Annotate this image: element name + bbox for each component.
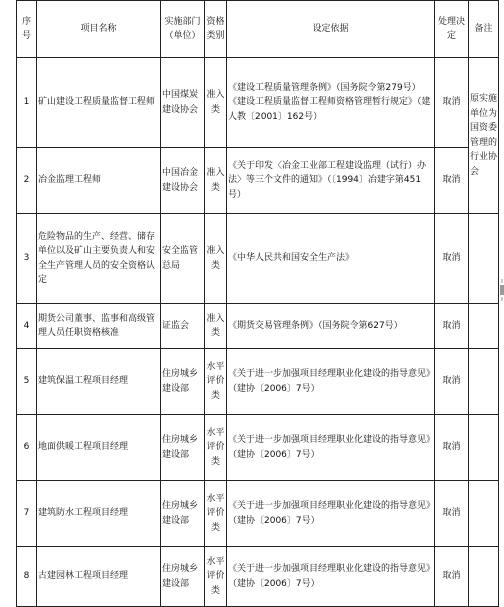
cell-decision: 取消 bbox=[435, 148, 469, 214]
cell-category: 水平评价类 bbox=[205, 349, 227, 415]
cell-note bbox=[469, 214, 499, 304]
scroll-marker[interactable] bbox=[500, 285, 504, 295]
cell-name: 危险物品的生产、经营、储存单位以及矿山主要负责人和安全生产管理人员的安全资格认定 bbox=[37, 214, 161, 304]
cell-dept: 安全监管总局 bbox=[161, 214, 205, 304]
cell-note bbox=[469, 547, 499, 607]
cell-decision: 取消 bbox=[435, 58, 469, 148]
cell-category: 水平评价类 bbox=[205, 547, 227, 607]
cell-dept: 住房城乡建设部 bbox=[161, 349, 205, 415]
cell-dept: 住房城乡建设部 bbox=[161, 547, 205, 607]
cell-dept: 住房城乡建设部 bbox=[161, 481, 205, 547]
cell-no: 8 bbox=[17, 547, 37, 607]
table-row bbox=[17, 349, 499, 415]
cell-no: 6 bbox=[17, 415, 37, 481]
cell-decision: 取消 bbox=[435, 349, 469, 415]
cell-no: 1 bbox=[17, 58, 37, 148]
cell-dept: 住房城乡建设部 bbox=[161, 415, 205, 481]
cell-note bbox=[469, 349, 499, 415]
cell-basis: 《关于进一步加强项目经理职业化建设的指导意见》（建协〔2006〕7号） bbox=[227, 415, 435, 481]
cell-decision: 取消 bbox=[435, 481, 469, 547]
header-decision: 处理决定 bbox=[435, 1, 469, 58]
qualification-table bbox=[16, 0, 499, 607]
cell-category: 水平评价类 bbox=[205, 481, 227, 547]
table-header-row bbox=[17, 1, 499, 58]
header-dept: 实施部门（单位） bbox=[161, 1, 205, 58]
cell-no: 3 bbox=[17, 214, 37, 304]
cell-category: 准入类 bbox=[205, 304, 227, 349]
cell-name: 建筑防水工程项目经理 bbox=[37, 481, 161, 547]
cell-basis: 《关于印发〈冶金工业部工程建设监理（试行）办法〉等三个文件的通知》（〔1994〕冶建字第451号） bbox=[227, 148, 435, 214]
cell-name: 地面供暖工程项目经理 bbox=[37, 415, 161, 481]
cell-name: 矿山建设工程质量监督工程师 bbox=[37, 58, 161, 148]
header-category: 资格类别 bbox=[205, 1, 227, 58]
header-no: 序号 bbox=[17, 1, 37, 58]
cell-no: 7 bbox=[17, 481, 37, 547]
cell-decision: 取消 bbox=[435, 214, 469, 304]
table-row bbox=[17, 214, 499, 304]
table-row bbox=[17, 547, 499, 607]
table-row bbox=[17, 415, 499, 481]
cell-decision: 取消 bbox=[435, 304, 469, 349]
cell-dept: 中国煤炭建设协会 bbox=[161, 58, 205, 148]
cell-category: 水平评价类 bbox=[205, 415, 227, 481]
cell-basis: 《建设工程质量管理条例》（国务院令第279号）《建设工程质量监督工程师资格管理暂行规定》（建人教〔2001〕162号） bbox=[227, 58, 435, 148]
header-basis: 设定依据 bbox=[227, 1, 435, 58]
cell-note: 原实施单位为国资委管理的行业协会 bbox=[469, 58, 499, 214]
cell-dept: 中国冶金建设协会 bbox=[161, 148, 205, 214]
cell-no: 4 bbox=[17, 304, 37, 349]
cell-basis: 《中华人民共和国安全生产法》 bbox=[227, 214, 435, 304]
cell-name: 期货公司董事、监事和高级管理人员任职资格核准 bbox=[37, 304, 161, 349]
cell-name: 古建园林工程项目经理 bbox=[37, 547, 161, 607]
table-row bbox=[17, 304, 499, 349]
cell-no: 5 bbox=[17, 349, 37, 415]
cell-note bbox=[469, 415, 499, 481]
cell-category: 准入类 bbox=[205, 148, 227, 214]
cell-basis: 《关于进一步加强项目经理职业化建设的指导意见》（建协〔2006〕7号） bbox=[227, 349, 435, 415]
cell-category: 准入类 bbox=[205, 214, 227, 304]
cell-name: 冶金监理工程师 bbox=[37, 148, 161, 214]
header-name: 项目名称 bbox=[37, 1, 161, 58]
table-row bbox=[17, 58, 499, 148]
cell-basis: 《期货交易管理条例》（国务院令第627号） bbox=[227, 304, 435, 349]
cell-no: 2 bbox=[17, 148, 37, 214]
cell-basis: 《关于进一步加强项目经理职业化建设的指导意见》（建协〔2006〕7号） bbox=[227, 481, 435, 547]
cell-category: 准入类 bbox=[205, 58, 227, 148]
cell-decision: 取消 bbox=[435, 547, 469, 607]
cell-dept: 证监会 bbox=[161, 304, 205, 349]
table-row bbox=[17, 148, 499, 214]
cell-note bbox=[469, 481, 499, 547]
cell-note bbox=[469, 304, 499, 349]
cell-decision: 取消 bbox=[435, 415, 469, 481]
cell-name: 建筑保温工程项目经理 bbox=[37, 349, 161, 415]
cell-basis: 《关于进一步加强项目经理职业化建设的指导意见》（建协〔2006〕7号） bbox=[227, 547, 435, 607]
header-note: 备注 bbox=[469, 1, 499, 58]
table-row bbox=[17, 481, 499, 547]
